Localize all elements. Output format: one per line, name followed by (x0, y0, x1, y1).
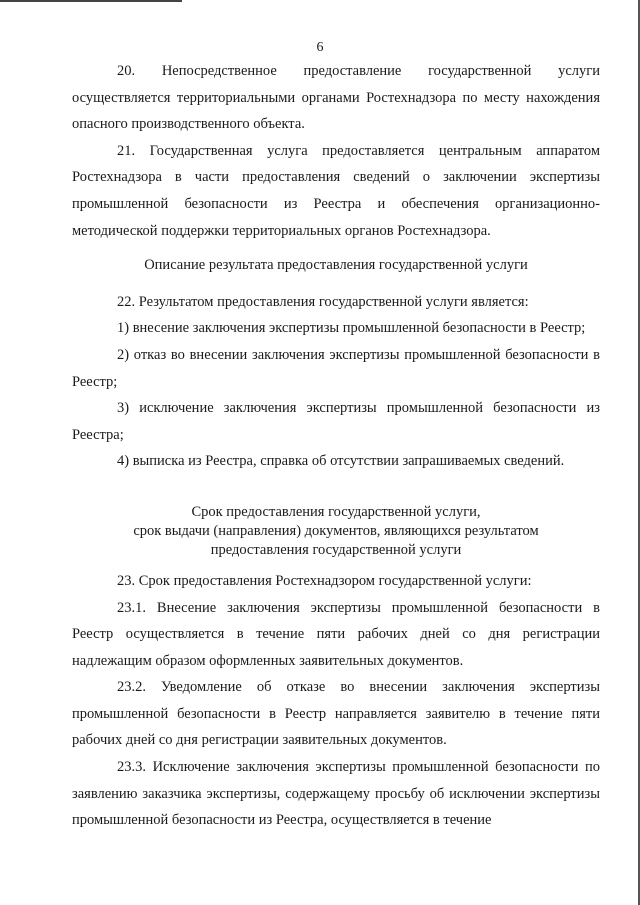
paragraph-23-1: 23.1. Внесение заключения экспертизы промышленной безопасности в Реестр осуществляется в течение пяти рабочих дней со дня регистрации надлежащим образом оформленных заявительных документов. (72, 599, 600, 669)
paragraph-23-3: 23.3. Исключение заключения экспертизы промышленной безопасности по заявлению заказчика экспертизы, содержащему просьбу об исключении экспертизы промышленной безопасности из Реестра, осуществляется в течение (72, 759, 600, 829)
paragraph-22-item-2: 2) отказ во внесении заключения экспертизы промышленной безопасности в Реестр; (72, 346, 600, 390)
paragraph-23-2: 23.2. Уведомление об отказе во внесении заключения экспертизы промышленной безопасности в Реестр направляется заявителю в течение пяти рабочих дней со дня регистрации заявительных документов. (72, 679, 600, 749)
paragraph-22-item-1: 1) внесение заключения экспертизы промышленной безопасности в Реестр; (117, 320, 586, 337)
section-heading-terms-line-1: Срок предоставления государственной услуги, (191, 503, 481, 520)
section-heading-result: Описание результата предоставления государственной услуги (144, 257, 528, 274)
section-heading-terms (72, 503, 600, 560)
section-heading-terms-line-3: предоставления государственной услуги (210, 541, 462, 558)
paragraph-21: 21. Государственная услуга предоставляется центральным аппаратом Ростехнадзора в части предоставления сведений о заключении экспертизы промышленной безопасности из Реестра и обеспечения организационно-методической поддержки территориальных органов Ростехнадзора. (72, 142, 600, 239)
paragraph-23: 23. Срок предоставления Ростехнадзором государственной услуги: (117, 572, 532, 589)
page-number: 6 (316, 40, 324, 55)
paragraph-22: 22. Результатом предоставления государственной услуги является: (117, 293, 529, 310)
paragraph-20: 20. Непосредственное предоставление государственной услуги осуществляется территориальными органами Ростехнадзора по месту нахождения опасного производственного объекта. (72, 63, 600, 133)
scan-edge-top (0, 0, 182, 2)
document-body (72, 58, 600, 834)
paragraph-22-item-4: 4) выписка из Реестра, справка об отсутствии запрашиваемых сведений. (117, 453, 565, 470)
paragraph-22-item-3: 3) исключение заключения экспертизы промышленной безопасности из Реестра; (72, 400, 600, 443)
section-heading-terms-line-2: срок выдачи (направления) документов, являющихся результатом (133, 522, 539, 539)
